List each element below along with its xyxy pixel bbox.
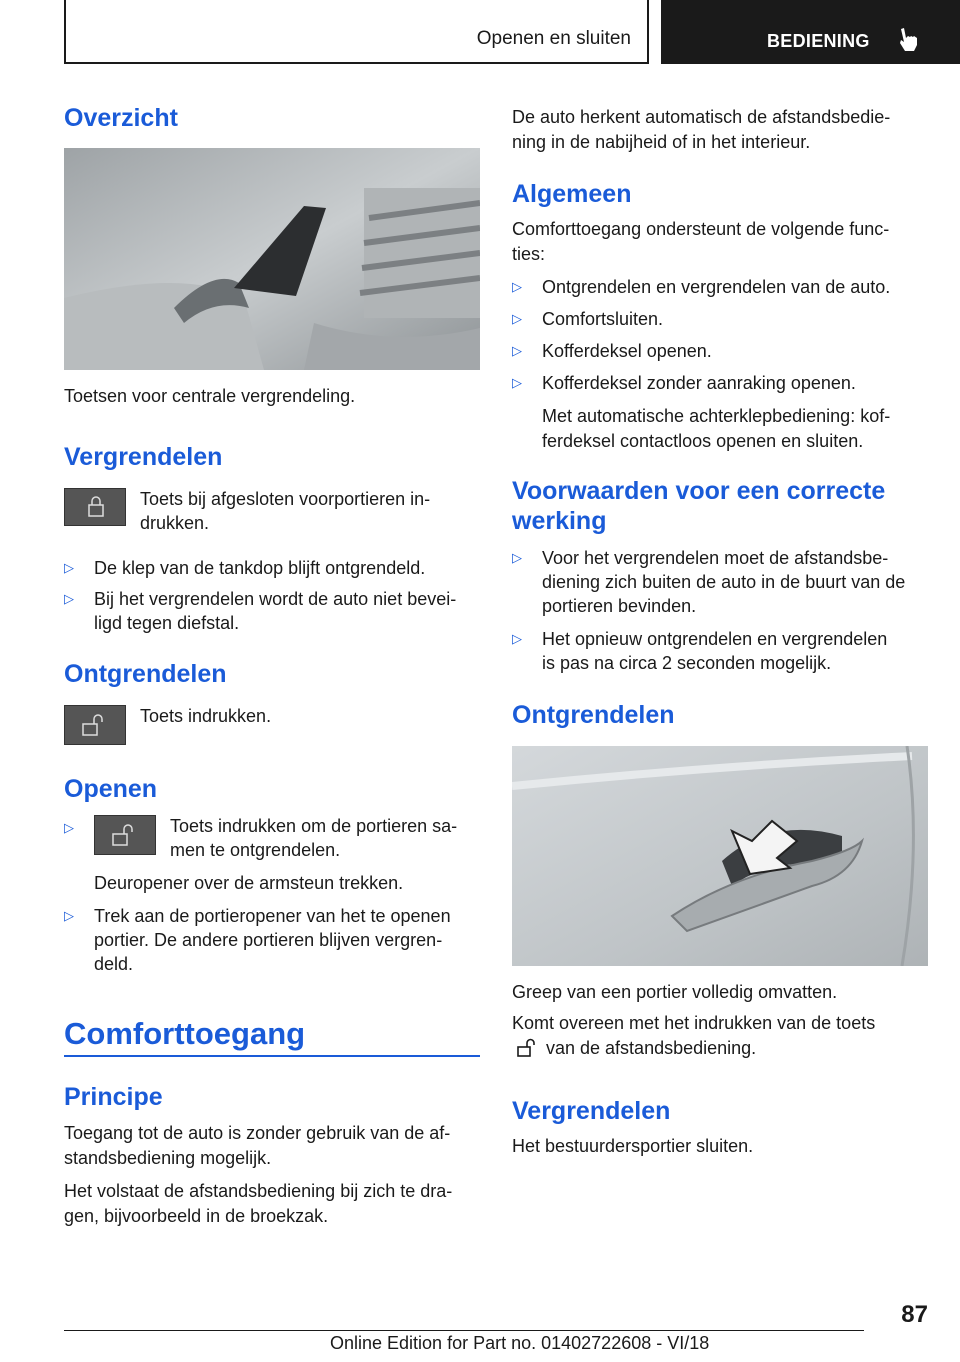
footer-edition: Online Edition for Part no. 01402722608 - VI/18 — [330, 1333, 710, 1353]
bullet-triangle-icon: ▷ — [512, 311, 522, 326]
overzicht-caption: Toetsen voor centrale vergrendeling. — [64, 386, 356, 406]
vergrendelen-text-line-1: Toets bij afgesloten voorportieren in- — [140, 489, 431, 509]
voorwaarden-heading-line-1: Voorwaarden voor een correcte — [512, 477, 886, 505]
openen-b1-line-2: men te ontgrendelen. — [170, 840, 341, 860]
header-section-title: Openen en sluiten — [476, 28, 631, 49]
algemeen-sub-line-2: ferdeksel contactloos openen en sluiten. — [542, 431, 864, 451]
ontgrendelen-text-line-1: Komt overeen met het indrukken van de toets — [512, 1013, 876, 1033]
unlock-button-image — [94, 815, 156, 855]
footer-rule — [64, 1330, 864, 1331]
algemeen-heading: Algemeen — [512, 180, 632, 208]
voorwaarden-heading-line-2: werking — [512, 507, 607, 535]
header-tab-label: BEDIENING — [767, 31, 870, 51]
door-handle-photo — [512, 746, 928, 966]
bullet-triangle-icon: ▷ — [64, 591, 74, 606]
intro-line-2: ning in de nabijheid of in het interieur. — [512, 132, 811, 152]
ontgrendelen-text-line-2: van de afstandsbediening. — [546, 1038, 757, 1058]
ontgrendelen-caption: Greep van een portier volledig omvatten. — [512, 982, 838, 1002]
vergrendelen-text-right: Het bestuurdersportier sluiten. — [512, 1136, 754, 1156]
bullet-triangle-icon: ▷ — [512, 343, 522, 358]
ontgrendelen-text: Toets indrukken. — [140, 706, 272, 726]
unlock-icon — [514, 1037, 536, 1059]
overzicht-heading: Overzicht — [64, 104, 178, 132]
openen-b1-line-1: Toets indrukken om de portieren sa- — [170, 816, 458, 836]
openen-heading: Openen — [64, 775, 158, 803]
intro-line-1: De auto herkent automatisch de afstandsbedie- — [512, 107, 891, 127]
principe-p2-line-1: Het volstaat de afstandsbediening bij zich te dra- — [64, 1181, 453, 1201]
comforttoegang-heading: Comforttoegang — [64, 1016, 306, 1051]
ontgrendelen-heading-right: Ontgrendelen — [512, 701, 675, 729]
bullet-triangle-icon: ▷ — [512, 550, 522, 565]
unlock-icon — [95, 816, 157, 856]
door-panel-photo — [64, 148, 480, 370]
algemeen-text-line-2: ties: — [512, 244, 546, 264]
unlock-icon — [65, 706, 127, 746]
bullet-triangle-icon: ▷ — [64, 560, 74, 575]
header-section-box — [64, 0, 649, 64]
hand-pointer-icon — [897, 27, 919, 53]
bullet-triangle-icon: ▷ — [64, 908, 74, 923]
heading-rule — [64, 1055, 480, 1057]
principe-heading: Principe — [64, 1083, 163, 1111]
principe-p1-line-2: standsbediening mogelijk. — [64, 1148, 272, 1168]
principe-p2-line-2: gen, bijvoorbeeld in de broekzak. — [64, 1206, 329, 1226]
vergrendelen-heading-right: Vergrendelen — [512, 1097, 671, 1125]
principe-p1-line-1: Toegang tot de auto is zonder gebruik van de af- — [64, 1123, 451, 1143]
header-tab — [661, 0, 960, 64]
vergrendelen-heading: Vergrendelen — [64, 443, 223, 471]
bullet-triangle-icon: ▷ — [512, 631, 522, 646]
unlock-button-image — [64, 705, 126, 745]
lock-icon — [65, 489, 127, 527]
bullet-triangle-icon: ▷ — [512, 375, 522, 390]
lock-button-image — [64, 488, 126, 526]
algemeen-sub-line-1: Met automatische achterklepbediening: kof- — [542, 406, 891, 426]
vergrendelen-text-line-2: drukken. — [140, 513, 210, 533]
algemeen-text-line-1: Comforttoegang ondersteunt de volgende func- — [512, 219, 890, 239]
page-number: 87 — [901, 1301, 928, 1328]
bullet-triangle-icon: ▷ — [512, 279, 522, 294]
ontgrendelen-heading-left: Ontgrendelen — [64, 660, 227, 688]
openen-b1-line-3: Deuropener over de armsteun trekken. — [94, 873, 404, 893]
